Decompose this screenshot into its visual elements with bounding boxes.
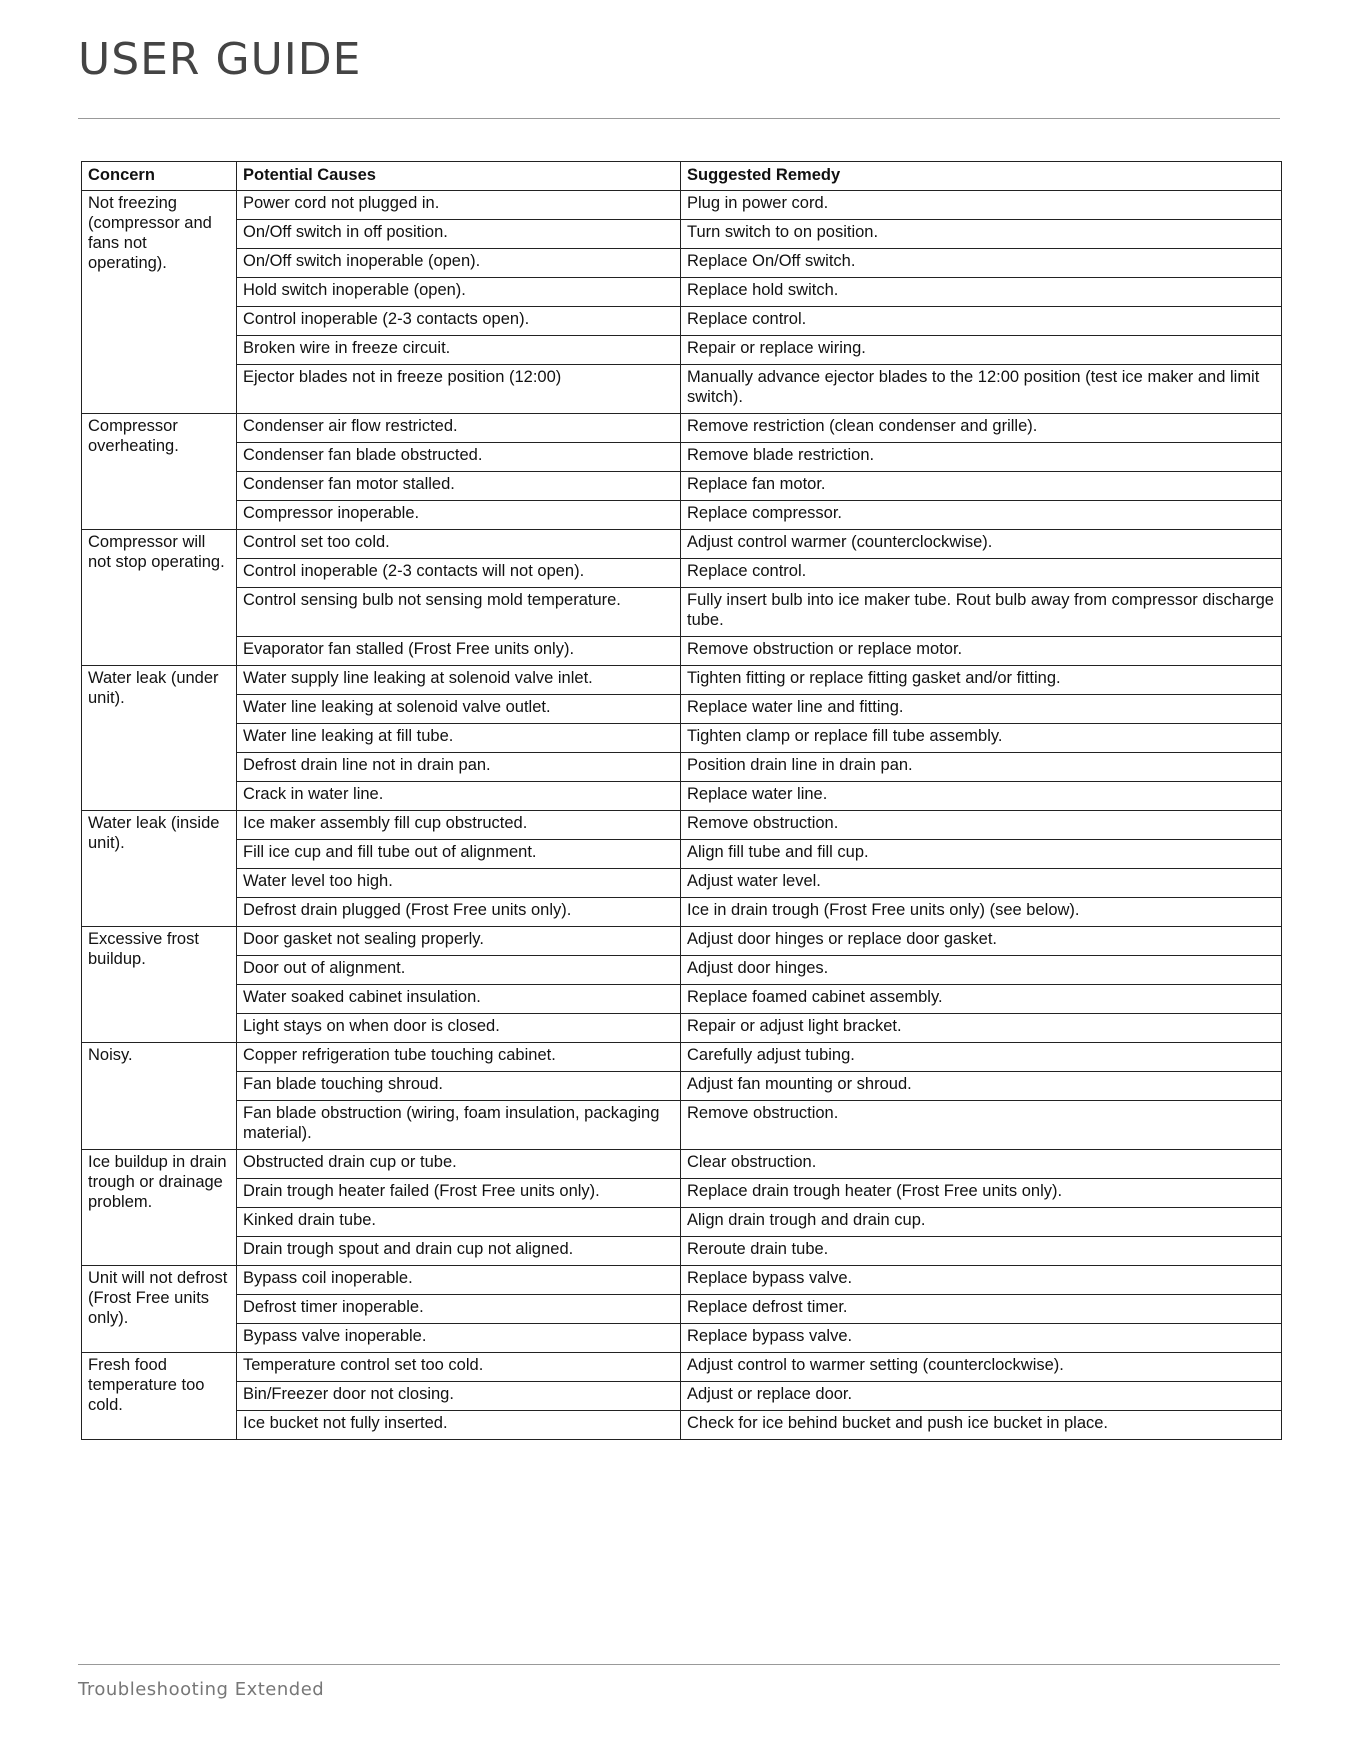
table-row	[82, 927, 1282, 956]
concern-cell: Ice buildup in drain trough or drainage problem.	[82, 1150, 237, 1266]
cause-cell: Defrost drain line not in drain pan.	[237, 753, 681, 782]
cause-cell: Water level too high.	[237, 869, 681, 898]
table-row	[82, 191, 1282, 220]
footer-text: Troubleshooting Extended	[78, 1679, 325, 1700]
cause-cell: Bypass valve inoperable.	[237, 1324, 681, 1353]
table-row	[82, 559, 1282, 588]
table-row	[82, 782, 1282, 811]
table-row	[82, 1353, 1282, 1382]
cause-cell: Ice maker assembly fill cup obstructed.	[237, 811, 681, 840]
remedy-cell: Adjust fan mounting or shroud.	[681, 1072, 1282, 1101]
remedy-cell: Plug in power cord.	[681, 191, 1282, 220]
cause-cell: Power cord not plugged in.	[237, 191, 681, 220]
table-row	[82, 472, 1282, 501]
cause-cell: Temperature control set too cold.	[237, 1353, 681, 1382]
remedy-cell: Adjust door hinges.	[681, 956, 1282, 985]
cause-cell: Fill ice cup and fill tube out of alignment.	[237, 840, 681, 869]
remedy-cell: Adjust door hinges or replace door gasket.	[681, 927, 1282, 956]
cause-cell: Ice bucket not fully inserted.	[237, 1411, 681, 1440]
remedy-cell: Replace water line.	[681, 782, 1282, 811]
concern-cell: Compressor will not stop operating.	[82, 530, 237, 666]
table-row	[82, 365, 1282, 414]
remedy-cell: Replace fan motor.	[681, 472, 1282, 501]
remedy-cell: Adjust control to warmer setting (counterclockwise).	[681, 1353, 1282, 1382]
cause-cell: Condenser fan motor stalled.	[237, 472, 681, 501]
cause-cell: Fan blade obstruction (wiring, foam insulation, packaging material).	[237, 1101, 681, 1150]
remedy-cell: Replace control.	[681, 559, 1282, 588]
table-row	[82, 530, 1282, 559]
cause-cell: Door out of alignment.	[237, 956, 681, 985]
remedy-cell: Replace water line and fitting.	[681, 695, 1282, 724]
table-row	[82, 1324, 1282, 1353]
table-row	[82, 1237, 1282, 1266]
remedy-cell: Tighten clamp or replace fill tube assembly.	[681, 724, 1282, 753]
column-header-causes: Potential Causes	[237, 162, 681, 191]
table-row	[82, 1179, 1282, 1208]
remedy-cell: Replace bypass valve.	[681, 1266, 1282, 1295]
cause-cell: Control sensing bulb not sensing mold temperature.	[237, 588, 681, 637]
table-row	[82, 985, 1282, 1014]
table-row	[82, 1101, 1282, 1150]
remedy-cell: Tighten fitting or replace fitting gasket and/or fitting.	[681, 666, 1282, 695]
cause-cell: Hold switch inoperable (open).	[237, 278, 681, 307]
remedy-cell: Align fill tube and fill cup.	[681, 840, 1282, 869]
table-row	[82, 724, 1282, 753]
table-row	[82, 1072, 1282, 1101]
remedy-cell: Adjust water level.	[681, 869, 1282, 898]
cause-cell: Water line leaking at fill tube.	[237, 724, 681, 753]
table-row	[82, 1295, 1282, 1324]
troubleshooting-table	[81, 161, 1282, 1440]
table-row	[82, 278, 1282, 307]
cause-cell: Drain trough heater failed (Frost Free units only).	[237, 1179, 681, 1208]
remedy-cell: Clear obstruction.	[681, 1150, 1282, 1179]
concern-cell: Noisy.	[82, 1043, 237, 1150]
table-row	[82, 869, 1282, 898]
remedy-cell: Repair or replace wiring.	[681, 336, 1282, 365]
remedy-cell: Turn switch to on position.	[681, 220, 1282, 249]
cause-cell: Fan blade touching shroud.	[237, 1072, 681, 1101]
cause-cell: Obstructed drain cup or tube.	[237, 1150, 681, 1179]
table-row	[82, 588, 1282, 637]
table-row	[82, 898, 1282, 927]
cause-cell: Defrost timer inoperable.	[237, 1295, 681, 1324]
table-header-row	[82, 162, 1282, 191]
cause-cell: Kinked drain tube.	[237, 1208, 681, 1237]
table-row	[82, 840, 1282, 869]
remedy-cell: Replace bypass valve.	[681, 1324, 1282, 1353]
remedy-cell: Remove restriction (clean condenser and grille).	[681, 414, 1282, 443]
concern-cell: Fresh food temperature too cold.	[82, 1353, 237, 1440]
remedy-cell: Ice in drain trough (Frost Free units only) (see below).	[681, 898, 1282, 927]
remedy-cell: Fully insert bulb into ice maker tube. Rout bulb away from compressor discharge tube.	[681, 588, 1282, 637]
concern-cell: Water leak (inside unit).	[82, 811, 237, 927]
cause-cell: Compressor inoperable.	[237, 501, 681, 530]
remedy-cell: Position drain line in drain pan.	[681, 753, 1282, 782]
cause-cell: On/Off switch inoperable (open).	[237, 249, 681, 278]
cause-cell: Bypass coil inoperable.	[237, 1266, 681, 1295]
table-row	[82, 811, 1282, 840]
table-row	[82, 443, 1282, 472]
table-row	[82, 1043, 1282, 1072]
cause-cell: Water soaked cabinet insulation.	[237, 985, 681, 1014]
remedy-cell: Remove obstruction.	[681, 1101, 1282, 1150]
concern-cell: Not freezing (compressor and fans not operating).	[82, 191, 237, 414]
remedy-cell: Replace defrost timer.	[681, 1295, 1282, 1324]
cause-cell: Drain trough spout and drain cup not aligned.	[237, 1237, 681, 1266]
cause-cell: Light stays on when door is closed.	[237, 1014, 681, 1043]
column-header-concern: Concern	[82, 162, 237, 191]
table-row	[82, 220, 1282, 249]
cause-cell: Defrost drain plugged (Frost Free units only).	[237, 898, 681, 927]
concern-cell: Water leak (under unit).	[82, 666, 237, 811]
table-row	[82, 1266, 1282, 1295]
remedy-cell: Replace control.	[681, 307, 1282, 336]
remedy-cell: Replace foamed cabinet assembly.	[681, 985, 1282, 1014]
cause-cell: Control set too cold.	[237, 530, 681, 559]
remedy-cell: Remove blade restriction.	[681, 443, 1282, 472]
cause-cell: Water supply line leaking at solenoid valve inlet.	[237, 666, 681, 695]
cause-cell: Evaporator fan stalled (Frost Free units only).	[237, 637, 681, 666]
table-row	[82, 1382, 1282, 1411]
cause-cell: Control inoperable (2-3 contacts will not open).	[237, 559, 681, 588]
remedy-cell: Replace drain trough heater (Frost Free units only).	[681, 1179, 1282, 1208]
table-row	[82, 666, 1282, 695]
table-row	[82, 1411, 1282, 1440]
remedy-cell: Check for ice behind bucket and push ice bucket in place.	[681, 1411, 1282, 1440]
cause-cell: Copper refrigeration tube touching cabinet.	[237, 1043, 681, 1072]
concern-cell: Unit will not defrost (Frost Free units only).	[82, 1266, 237, 1353]
table-body	[82, 191, 1282, 1440]
table-row	[82, 1150, 1282, 1179]
cause-cell: Crack in water line.	[237, 782, 681, 811]
remedy-cell: Align drain trough and drain cup.	[681, 1208, 1282, 1237]
remedy-cell: Manually advance ejector blades to the 12:00 position (test ice maker and limit switch).	[681, 365, 1282, 414]
cause-cell: Door gasket not sealing properly.	[237, 927, 681, 956]
remedy-cell: Remove obstruction.	[681, 811, 1282, 840]
remedy-cell: Repair or adjust light bracket.	[681, 1014, 1282, 1043]
table-row	[82, 336, 1282, 365]
cause-cell: Water line leaking at solenoid valve outlet.	[237, 695, 681, 724]
remedy-cell: Replace hold switch.	[681, 278, 1282, 307]
footer-divider	[78, 1664, 1280, 1665]
concern-cell: Excessive frost buildup.	[82, 927, 237, 1043]
remedy-cell: Adjust or replace door.	[681, 1382, 1282, 1411]
cause-cell: Bin/Freezer door not closing.	[237, 1382, 681, 1411]
table-row	[82, 414, 1282, 443]
table-row	[82, 1014, 1282, 1043]
remedy-cell: Adjust control warmer (counterclockwise).	[681, 530, 1282, 559]
table-row	[82, 956, 1282, 985]
header-divider	[78, 118, 1280, 119]
cause-cell: Control inoperable (2-3 contacts open).	[237, 307, 681, 336]
remedy-cell: Remove obstruction or replace motor.	[681, 637, 1282, 666]
table-row	[82, 249, 1282, 278]
table-row	[82, 753, 1282, 782]
cause-cell: Condenser fan blade obstructed.	[237, 443, 681, 472]
remedy-cell: Carefully adjust tubing.	[681, 1043, 1282, 1072]
cause-cell: Condenser air flow restricted.	[237, 414, 681, 443]
remedy-cell: Replace compressor.	[681, 501, 1282, 530]
concern-cell: Compressor overheating.	[82, 414, 237, 530]
table-row	[82, 695, 1282, 724]
table-row	[82, 307, 1282, 336]
cause-cell: On/Off switch in off position.	[237, 220, 681, 249]
table-row	[82, 501, 1282, 530]
remedy-cell: Replace On/Off switch.	[681, 249, 1282, 278]
cause-cell: Ejector blades not in freeze position (12:00)	[237, 365, 681, 414]
cause-cell: Broken wire in freeze circuit.	[237, 336, 681, 365]
column-header-remedy: Suggested Remedy	[681, 162, 1282, 191]
remedy-cell: Reroute drain tube.	[681, 1237, 1282, 1266]
page-title: USER GUIDE	[78, 34, 362, 85]
table-row	[82, 1208, 1282, 1237]
table-row	[82, 637, 1282, 666]
